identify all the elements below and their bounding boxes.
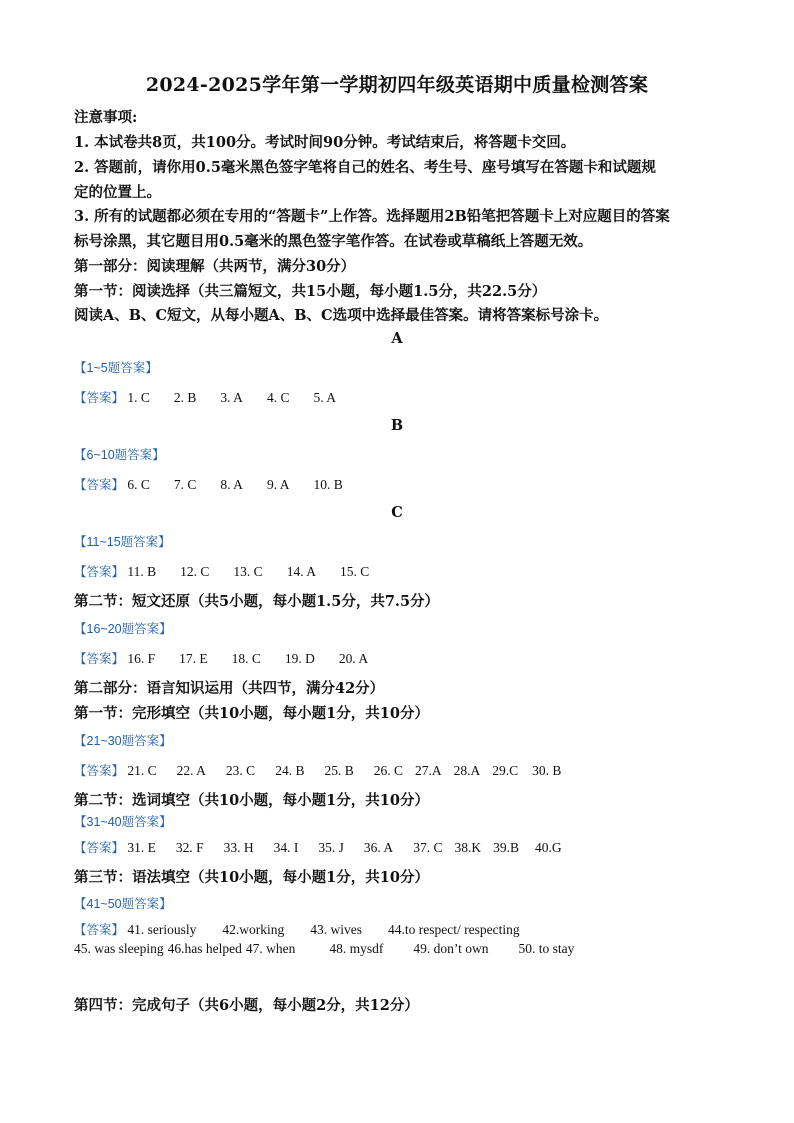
passage-b-label: B [390, 417, 404, 434]
group-tag-16-20: 【16~20题答案】 [74, 622, 172, 636]
answer-row-41-44: 【答案】 41. seriously 42.working 43. wives 44.to respect/ respecting [74, 922, 520, 937]
group-tag-1-5: 【1~5题答案】 [74, 361, 158, 375]
group-tag-11-15: 【11~15题答案】 [74, 535, 171, 549]
passage-a-label: A [391, 330, 403, 347]
answer-row-21-30: 【答案】 21. C 22. A 23. C 24. B 25. B 26. C 27.A 28.A 29.C 30. B [74, 763, 562, 778]
group-tag-21-30: 【21~30题答案】 [74, 734, 172, 748]
answer-label: 【答案】 [74, 391, 125, 405]
answer-row-31-40: 【答案】 31. E 32. F 33. H 34. I 35. J 36. A 37. C 38.K 39.B 40.G [74, 840, 562, 855]
group-tag-31-40: 【31~40题答案】 [74, 815, 172, 829]
part1-section1-heading: 第一节：阅读选择（共三篇短文，共15小题，每小题1.5分，共22.5分） [74, 283, 547, 300]
part2-section4-heading: 第四节：完成句子（共6小题，每小题2分，共12分） [74, 997, 419, 1014]
notice-line-3a: 3. 所有的试题都必须在专用的“答题卡”上作答。选择题用2B铅笔把答题卡上对应题目的答案 [74, 208, 670, 225]
part2-section1-heading: 第一节：完形填空（共10小题，每小题1分，共10分） [74, 705, 429, 722]
group-tag-6-10: 【6~10题答案】 [74, 448, 165, 462]
group-tag-41-50: 【41~50题答案】 [74, 897, 172, 911]
notice-line-2b: 定的位置上。 [74, 184, 161, 201]
part1-section1-instruction: 阅读A、B、C短文，从每小题A、B、C选项中选择最佳答案。请将答案标号涂卡。 [74, 307, 609, 324]
part1-heading: 第一部分：阅读理解（共两节，满分30分） [74, 258, 356, 275]
notice-line-1: 1. 本试卷共8页，共100分。考试时间90分钟。考试结束后，将答题卡交回。 [74, 134, 576, 151]
page-title: 2024-2025学年第一学期初四年级英语期中质量检测答案 [145, 74, 649, 96]
notice-line-3b: 标号涂黑，其它题目用0.5毫米的黑色签字笔作答。在试卷或草稿纸上答题无效。 [74, 233, 593, 250]
part2-section3-heading: 第三节：语法填空（共10小题，每小题1分，共10分） [74, 869, 429, 886]
answer-row-16-20: 【答案】 16. F 17. E 18. C 19. D 20. A [74, 651, 369, 666]
passage-c-label: C [391, 504, 403, 521]
part2-heading: 第二部分：语言知识运用（共四节，满分42分） [74, 680, 385, 697]
notice-heading: 注意事项: [74, 109, 138, 126]
answer-row-45-50: 45. was sleeping 46.has helped 47. when 48. mysdf 49. don’t own 50. to stay [74, 941, 575, 956]
part1-section2-heading: 第二节：短文还原（共5小题，每小题1.5分，共7.5分） [74, 593, 440, 610]
answer-row-11-15: 【答案】 11. B 12. C 13. C 14. A 15. C [74, 564, 370, 579]
notice-line-2a: 2. 答题前，请你用0.5毫米黑色签字笔将自己的姓名、考生号、座号填写在答题卡和试题规 [74, 159, 656, 176]
answer-row-6-10: 【答案】 6. C 7. C 8. A 9. A 10. B [74, 477, 343, 492]
part2-section2-heading: 第二节：选词填空（共10小题，每小题1分，共10分） [74, 792, 429, 809]
answer-row-1-5: 【答案】 1. C 2. B 3. A 4. C 5. A [74, 390, 336, 405]
